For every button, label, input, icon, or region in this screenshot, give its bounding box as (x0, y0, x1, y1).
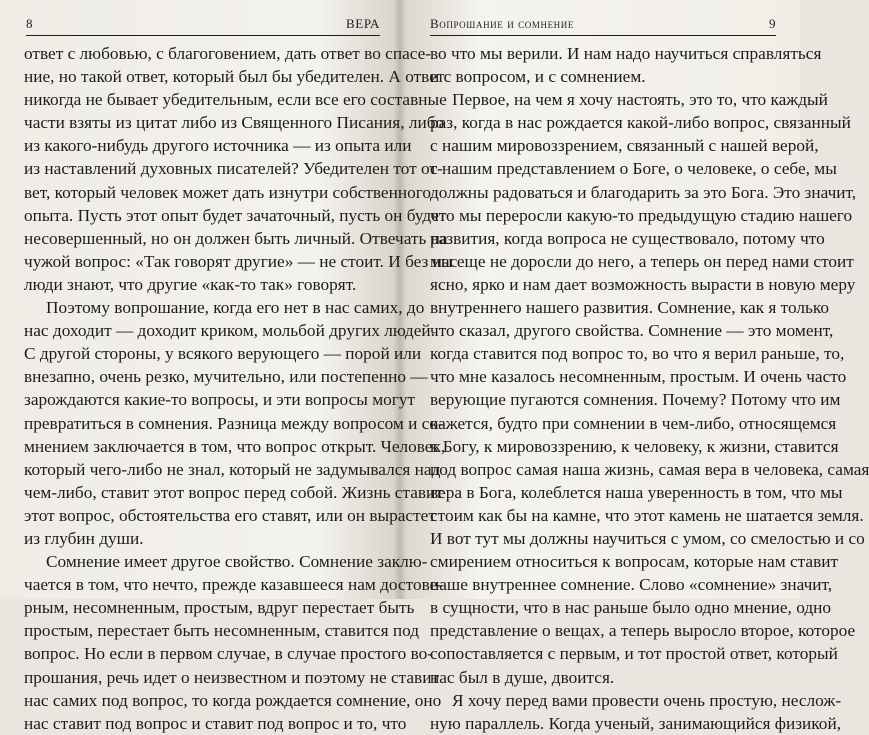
left-running-head (26, 14, 380, 36)
text-line: части взяты из цитат либо из Священного Писания, либо (24, 113, 445, 133)
right-page-text (430, 42, 869, 735)
text-line: Сомнение имеет другое свойство. Сомнение заклю- (46, 552, 428, 572)
left-page-text (24, 42, 458, 735)
text-line: когда ставится под вопрос то, во что я верил раньше, то, (430, 344, 845, 364)
text-line: никогда не бывает убедительным, если все его составные (24, 90, 447, 110)
text-line: из глубин души. (24, 528, 144, 548)
text-line: С другой стороны, у всякого верующего — порой или (24, 344, 422, 364)
text-line: вопрос. Но если в первом случае, в случае простого во- (24, 644, 434, 664)
text-line: Первое, на чем я хочу настоять, это то, что каждый (452, 90, 828, 110)
text-line: из наставлений духовных писателей? Убедителен тот от- (24, 159, 443, 179)
text-line: из какого-нибудь другого источника — из опыта или (24, 136, 412, 156)
text-line: ответ с любовью, с благоговением, дать ответ во спасе- (24, 44, 432, 63)
right-page-number: 9 (769, 16, 776, 31)
text-line: который чего-либо не знал, который не задумывался над (24, 459, 441, 479)
text-line: к Богу, к мировоззрению, к человеку, к жизни, ставится (430, 436, 839, 456)
text-line: верующие пугаются сомнения. Почему? Потому что им (430, 390, 841, 410)
text-line: ясно, ярко и нам дает возможность вырасти в новую меру (430, 274, 856, 294)
text-line: что мы переросли какую-то предыдущую стадию нашего (430, 205, 853, 225)
text-line: во что мы верили. И нам надо научиться справляться (430, 44, 822, 63)
text-line: внутреннего нашего развития. Сомнение, как я только (430, 298, 830, 318)
text-line: люди знают, что другие «как-то так» говорят. (24, 274, 357, 294)
text-line: что сказал, другого свойства. Сомнение — это момент, (430, 321, 834, 341)
text-line: под вопрос самая наша жизнь, самая вера в человека, самая (430, 459, 869, 479)
text-line: ную параллель. Когда ученый, занимающийся физикой, (430, 713, 842, 733)
text-line: кажется, будто при сомнении в чем-либо, относящемся (430, 413, 837, 433)
text-line: нас доходит — доходит криком, мольбой других людей. (24, 321, 435, 341)
text-line: ние, но такой ответ, который был бы убедителен. А ответ (24, 67, 445, 87)
text-line: И вот тут мы должны научиться с умом, со смелостью и со (430, 528, 865, 548)
right-running-title: Вопрошание и сомнение (430, 16, 574, 31)
text-line: простым, перестает быть несомненным, ставится под (24, 621, 420, 641)
text-line: наше внутреннее сомнение. Слово «сомнение» значит, (430, 575, 833, 595)
text-line: зарождаются какие-то вопросы, и эти вопросы могут (24, 390, 416, 410)
text-line: сопоставляется с первым, и тот простой ответ, который (430, 644, 838, 664)
text-line: чужой вопрос: «Так говорят другие» — не стоит. И без нас (24, 251, 458, 271)
text-line: этот вопрос, обстоятельства его ставят, или он вырастет (24, 505, 436, 525)
text-line: с нашим мировоззрением, связанный с нашей верой, (430, 136, 819, 156)
text-line: стоим как бы на камне, что этот камень не шатается земля. (430, 505, 864, 525)
text-line: смирением относиться к вопросам, которые нам ставит (430, 552, 839, 572)
text-line: внезапно, очень резко, мучительно, или постепенно — (24, 367, 428, 387)
right-running-head (430, 14, 776, 36)
text-line: мы еще не доросли до него, а теперь он перед нами стоит (430, 251, 854, 271)
text-line: с нашим представлением о Боге, о человеке, о себе, мы (430, 159, 837, 179)
right-page (400, 0, 869, 733)
text-line: чем-либо, ставит этот вопрос перед собой. Жизнь ставит (24, 482, 443, 502)
text-line: развития, когда вопроса не существовало, потому что (430, 228, 825, 248)
left-page-number: 8 (26, 16, 33, 31)
text-line: Поэтому вопрошание, когда его нет в нас самих, до (46, 298, 425, 318)
left-running-title: ВЕРА (346, 16, 380, 31)
text-line: вет, который человек может дать изнутри собственного (24, 182, 432, 202)
text-line: представление о вещах, а теперь выросло второе, которое (430, 621, 856, 641)
text-line: опыта. Пусть этот опыт будет зачаточный, пусть он будет (24, 205, 447, 225)
text-line: мнением заключается в том, что вопрос открыт. Человек, (24, 436, 446, 456)
text-line: превратиться в сомнения. Разница между вопросом и со- (24, 413, 444, 433)
text-line: несовершенный, но он должен быть личный. Отвечать на (24, 228, 448, 248)
text-line: прошания, речь идет о неизвестном и поэтому не ставит (24, 667, 440, 687)
text-line: чается в том, что нечто, прежде казавшееся нам достове- (24, 575, 444, 595)
text-line: вера в Бога, колеблется наша уверенность в том, что мы (430, 482, 843, 502)
text-line: нас самих под вопрос, то когда рождается сомнение, оно (24, 690, 442, 710)
text-line: нас ставит под вопрос и ставит под вопрос и то, что (24, 713, 407, 733)
text-line: нас был в душе, двоится. (430, 667, 615, 687)
text-line: должны радоваться и благодарить за это Бога. Это значит, (430, 182, 857, 202)
text-line: Я хочу перед вами провести очень простую, неслож- (452, 690, 842, 710)
text-line: что мне казалось несомненным, простым. И очень часто (430, 367, 847, 387)
text-line: рным, несомненным, простым, вдруг перестает быть (24, 598, 415, 618)
text-line: в сущности, что в нас раньше было одно мнение, одно (430, 598, 832, 618)
text-line: и с вопросом, и с сомнением. (430, 67, 646, 87)
text-line: раз, когда в нас рождается какой-либо вопрос, связанный (430, 113, 851, 133)
